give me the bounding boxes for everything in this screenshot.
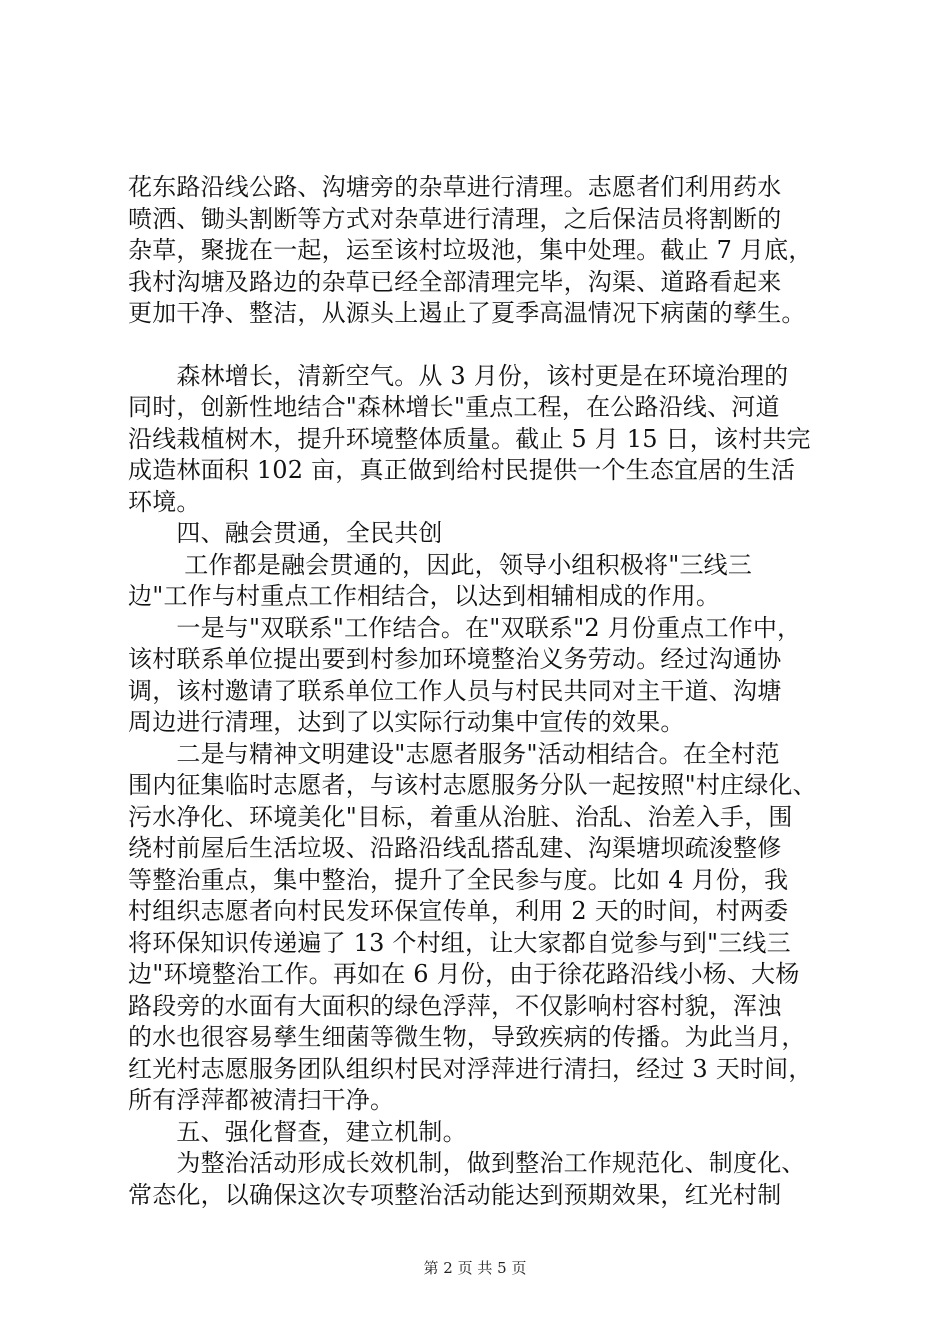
text-line: 村组织志愿者向村民发环保宣传单，利用 2 天的时间，村两委 (128, 897, 789, 925)
text-line: 边"环境整治工作。再如在 6 月份，由于徐花路沿线小杨、大杨 (128, 960, 800, 988)
text-line: 我村沟塘及路边的杂草已经全部清理完毕，沟渠、道路看起来 (128, 267, 782, 296)
text-line: 成造林面积 102 亩，真正做到给村民提供一个生态宜居的生活 (128, 456, 796, 484)
text-line: 工作都是融会贯通的，因此，领导小组积极将"三线三 (128, 550, 753, 579)
text-line: 花东路沿线公路、沟塘旁的杂草进行清理。志愿者们利用药水 (128, 173, 782, 201)
text-line: 环境。 (128, 487, 201, 516)
text-line: 边"工作与村重点工作相结合，以达到相辅相成的作用。 (128, 582, 721, 610)
text-line: 绕村前屋后生活垃圾、沿路沿线乱搭乱建、沟渠塘坝疏浚整修 (128, 834, 782, 862)
text-line: 杂草，聚拢在一起，运至该村垃圾池，集中处理。截止 7 月底， (128, 236, 813, 264)
text-line: 为整治活动形成长效机制，做到整治工作规范化、制度化、 (128, 1149, 806, 1177)
text-line: 喷洒、锄头割断等方式对杂草进行清理，之后保洁员将割断的 (128, 204, 782, 233)
text-line: 常态化，以确保这次专项整治活动能达到预期效果，红光村制 (128, 1180, 782, 1209)
text-line: 污水净化、环境美化"目标，着重从治脏、治乱、治差入手，围 (128, 802, 793, 831)
text-line: 路段旁的水面有大面积的绿色浮萍，不仅影响村容村貌，浑浊 (128, 991, 782, 1020)
paragraph-gap (128, 330, 844, 361)
text-line: 一是与"双联系"工作结合。在"双联系"2 月份重点工作中， (128, 613, 802, 642)
text-line: 森林增长，清新空气。从 3 月份，该村更是在环境治理的 (128, 361, 789, 390)
text-line: 的水也很容易孳生细菌等微生物，导致疾病的传播。为此当月， (128, 1023, 806, 1051)
text-line: 所有浮萍都被清扫干净。 (128, 1086, 395, 1114)
text-line: 调，该村邀请了联系单位工作人员与村民共同对主干道、沟塘 (128, 676, 782, 705)
text-line: 同时，创新性地结合"森林增长"重点工程，在公路沿线、河道 (128, 393, 780, 421)
text-line: 沿线栽植树木，提升环境整体质量。截止 5 月 15 日，该村共完 (128, 424, 811, 453)
section-heading: 五、强化督查，建立机制。 (128, 1117, 467, 1146)
text-line: 周边进行清理，达到了以实际行动集中宣传的效果。 (128, 708, 685, 736)
text-line: 红光村志愿服务团队组织村民对浮萍进行清扫，经过 3 天时间， (128, 1054, 813, 1083)
section-heading: 四、融会贯通，全民共创 (128, 519, 443, 547)
document-body (128, 172, 844, 1211)
text-line: 二是与精神文明建设"志愿者服务"活动相结合。在全村范 (128, 739, 780, 768)
text-line: 等整治重点，集中整治，提升了全民参与度。比如 4 月份，我 (128, 865, 789, 894)
text-line: 围内征集临时志愿者，与该村志愿服务分队一起按照"村庄绿化、 (128, 771, 817, 799)
text-line: 将环保知识传递遍了 13 个村组，让大家都自觉参与到"三线三 (128, 928, 791, 957)
text-line: 该村联系单位提出要到村参加环境整治义务劳动。经过沟通协 (128, 645, 782, 673)
text-line: 更加干净、整洁，从源头上遏止了夏季高温情况下病菌的孳生。 (128, 299, 806, 327)
page-number-footer: 第 2 页 共 5 页 (423, 1259, 527, 1277)
